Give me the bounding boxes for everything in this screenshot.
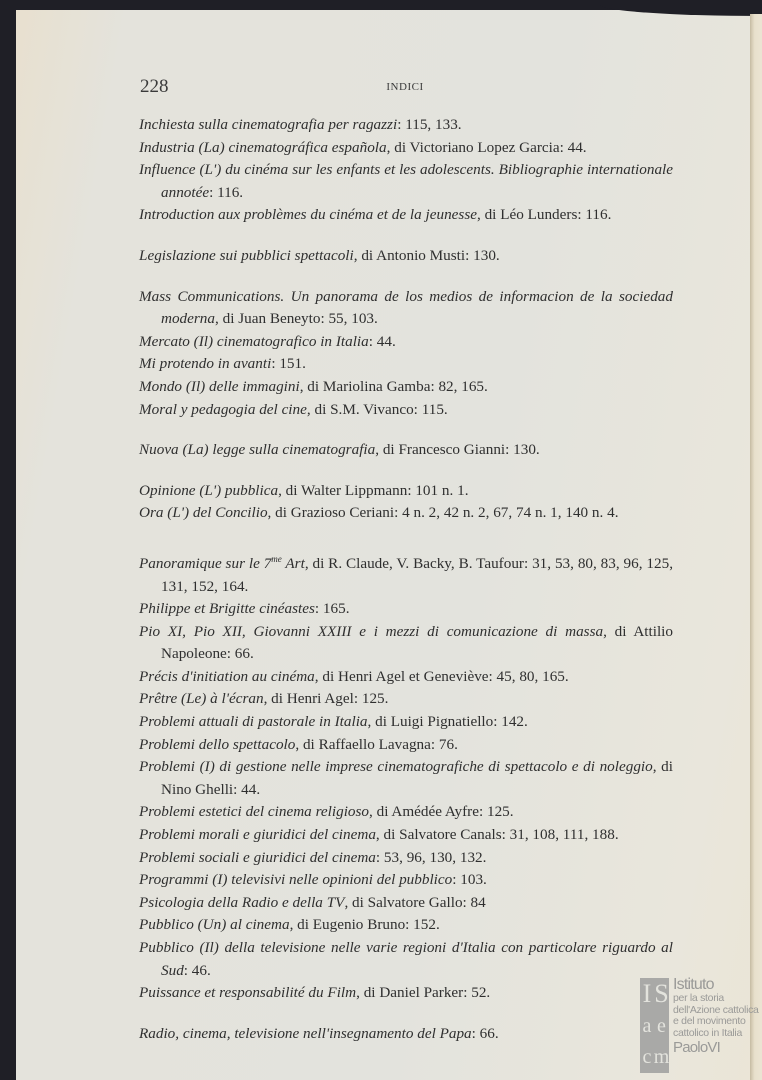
entry-title: Problemi (I) di gestione nelle imprese cinematografiche di spettacolo e di noleggio <box>139 758 653 776</box>
entry-reference: : 44. <box>368 332 396 350</box>
page-curl-edge <box>750 14 762 1080</box>
entry-title: Moral y pedagogia del cine <box>139 400 307 418</box>
entry-reference: , di Salvatore Canals: 31, 108, 111, 188. <box>375 826 619 844</box>
logo-line: Istituto <box>673 976 714 993</box>
entry-reference: , di R. Claude, V. Backy, B. Taufour: 31, 53, 80, 83, 96, 125, 131, 152, 164. <box>161 554 673 595</box>
entry-title: Industria (La) cinematográfica española <box>139 138 387 156</box>
entry-reference: , di Walter Lippmann: 101 n. 1. <box>278 481 469 499</box>
logo-letter: I <box>642 979 652 1008</box>
logo-monogram-letters <box>640 978 669 1073</box>
logo-letter: S <box>654 979 669 1008</box>
entry-title: Nuova (La) legge sulla cinematografia <box>139 441 376 459</box>
entry-title: Mercato (Il) cinematografico in Italia <box>139 332 369 350</box>
index-entry <box>139 621 673 666</box>
index-entry <box>139 286 673 331</box>
index-entry <box>139 376 673 399</box>
index-entry <box>139 979 673 1008</box>
index-entry <box>139 937 673 982</box>
watermark-logo <box>640 978 762 1073</box>
entry-title: Problemi attuali di pastorale in Italia <box>139 713 368 731</box>
entry-reference: , di Antonio Musti: 130. <box>353 246 500 264</box>
index-entry <box>139 598 673 621</box>
entry-reference: , di Eugenio Bruno: 152. <box>289 916 440 934</box>
entry-reference: , di Daniel Parker: 52. <box>356 984 491 1002</box>
entry-title: Influence (L') du cinéma sur les enfants et les adolescents. Bibliographie internationale annotée <box>139 161 673 201</box>
logo-line: per la storia <box>673 992 724 1004</box>
entry-title-superscript: me <box>271 553 282 564</box>
entry-reference: , di Léo Lunders: 116. <box>476 206 612 224</box>
entry-title: Pubblico (Il) della televisione nelle varie regioni d'Italia con particolare riguardo al Sud <box>139 939 673 979</box>
entry-title: Mass Communications. Un panorama de los medios de informacion de la sociedad moderna <box>139 287 673 328</box>
index-entry <box>139 824 673 847</box>
entry-reference: , di Salvatore Gallo: 84 <box>344 893 486 911</box>
logo-letter: a <box>642 1014 652 1037</box>
index-entry <box>139 914 673 937</box>
entry-title: Problemi dello spettacolo <box>139 735 296 753</box>
entry-title: Philippe et Brigitte cinéastes <box>139 600 315 618</box>
logo-text <box>673 976 762 1056</box>
index-entry <box>139 734 673 757</box>
logo-letter: e <box>657 1014 666 1037</box>
entry-reference: , di Raffaello Lavagna: 76. <box>295 735 458 753</box>
entry-title: Puissance et responsabilité du Film <box>139 984 357 1002</box>
index-entry <box>139 439 673 462</box>
index-entry <box>139 245 673 268</box>
entry-reference: : 53, 96, 130, 132. <box>375 848 487 866</box>
index-entry <box>139 137 673 160</box>
index-entry <box>139 399 673 422</box>
entry-reference: : 165. <box>314 600 350 618</box>
logo-letter: c <box>642 1046 652 1068</box>
entry-reference: , di Mariolina Gamba: 82, 165. <box>299 377 488 395</box>
entry-reference: : 103. <box>452 871 487 889</box>
logo-line: dell'Azione cattolica <box>673 1003 759 1016</box>
entry-reference: , di Grazioso Ceriani: 4 n. 2, 42 n. 2, 67, 74 n. 1, 140 n. 4. <box>267 504 619 522</box>
index-entry <box>139 502 673 525</box>
entry-title-cont: Art <box>281 554 305 572</box>
entry-title: Prêtre (Le) à l'écran <box>139 690 264 708</box>
index-entry <box>139 353 673 376</box>
entry-reference: , di Amédée Ayfre: 125. <box>369 803 514 821</box>
index-entry <box>139 892 673 915</box>
entry-title: Problemi sociali e giuridici del cinema <box>139 848 376 866</box>
running-title: INDICI <box>386 81 424 93</box>
entry-reference: : 115, 133. <box>397 116 462 133</box>
index-entry <box>139 331 673 354</box>
entry-reference: , di Victoriano Lopez Garcia: 44. <box>386 138 587 156</box>
index-entry <box>139 204 673 227</box>
entry-reference: : 151. <box>271 355 306 373</box>
entry-title: Programmi (I) televisivi nelle opinioni del pubblico <box>139 871 453 889</box>
entry-reference: , di Henri Agel: 125. <box>263 690 389 708</box>
index-entry <box>139 548 673 598</box>
entry-title: Pubblico (Un) al cinema <box>139 916 290 934</box>
logo-line: PaoloVI <box>673 1039 720 1056</box>
entry-title: Psicologia della Radio e della TV <box>139 893 345 911</box>
entry-reference: , di Francesco Gianni: 130. <box>375 441 540 459</box>
index-list <box>139 114 673 1045</box>
entry-reference: : 116. <box>209 183 244 201</box>
entry-reference: , di Henri Agel et Geneviève: 45, 80, 165. <box>314 667 569 685</box>
index-entry <box>139 756 673 801</box>
entry-reference: , di Attilio Napoleone: 66. <box>161 622 673 663</box>
entry-title: Radio, cinema, televisione nell'insegnamento del Papa <box>139 1024 472 1042</box>
entry-title: Introduction aux problèmes du cinéma et de la jeunesse <box>139 206 477 224</box>
entry-reference: : 66. <box>471 1024 499 1042</box>
index-entry <box>139 711 673 734</box>
index-entry <box>139 159 673 204</box>
index-entry <box>139 666 673 689</box>
entry-title: Inchiesta sulla cinematografia per ragazzi <box>139 116 398 133</box>
entry-reference: , di Juan Beneyto: 55, 103. <box>215 310 378 328</box>
index-entry <box>139 688 673 711</box>
entry-title: Précis d'initiation au cinéma <box>139 667 315 685</box>
logo-line: e del movimento <box>673 1015 746 1027</box>
entry-title: Mi protendo in avanti <box>139 355 272 373</box>
entry-title: Pio XI, Pio XII, Giovanni XXIII e i mezzi di comunicazione di massa <box>139 622 604 640</box>
entry-reference: , di S.M. Vivanco: 115. <box>306 400 448 418</box>
entry-title: Ora (L') del Concilio <box>139 504 268 522</box>
page-number: 228 <box>140 76 169 97</box>
index-entry <box>139 847 673 870</box>
entry-reference: , di Luigi Pignatiello: 142. <box>367 713 528 731</box>
page-header <box>140 76 670 100</box>
entry-reference: , di Nino Ghelli: 44. <box>161 758 673 798</box>
entry-title: Opinione (L') pubblica <box>139 481 279 499</box>
index-entry <box>139 480 673 503</box>
entry-title: Panoramique sur le 7 <box>139 554 272 572</box>
entry-title: Problemi morali e giuridici del cinema <box>139 826 376 844</box>
entry-reference: : 46. <box>183 961 211 979</box>
entry-title: Legislazione sui pubblici spettacoli <box>139 246 354 264</box>
index-entry <box>139 801 673 824</box>
entry-title: Mondo (Il) delle immagini <box>139 377 300 395</box>
index-entry <box>139 1023 673 1046</box>
logo-letter: m <box>653 1046 669 1068</box>
entry-title: Problemi estetici del cinema religioso <box>139 803 370 821</box>
index-entry <box>139 114 673 137</box>
index-entry <box>139 869 673 892</box>
logo-line: cattolico in Italia <box>673 1026 743 1039</box>
